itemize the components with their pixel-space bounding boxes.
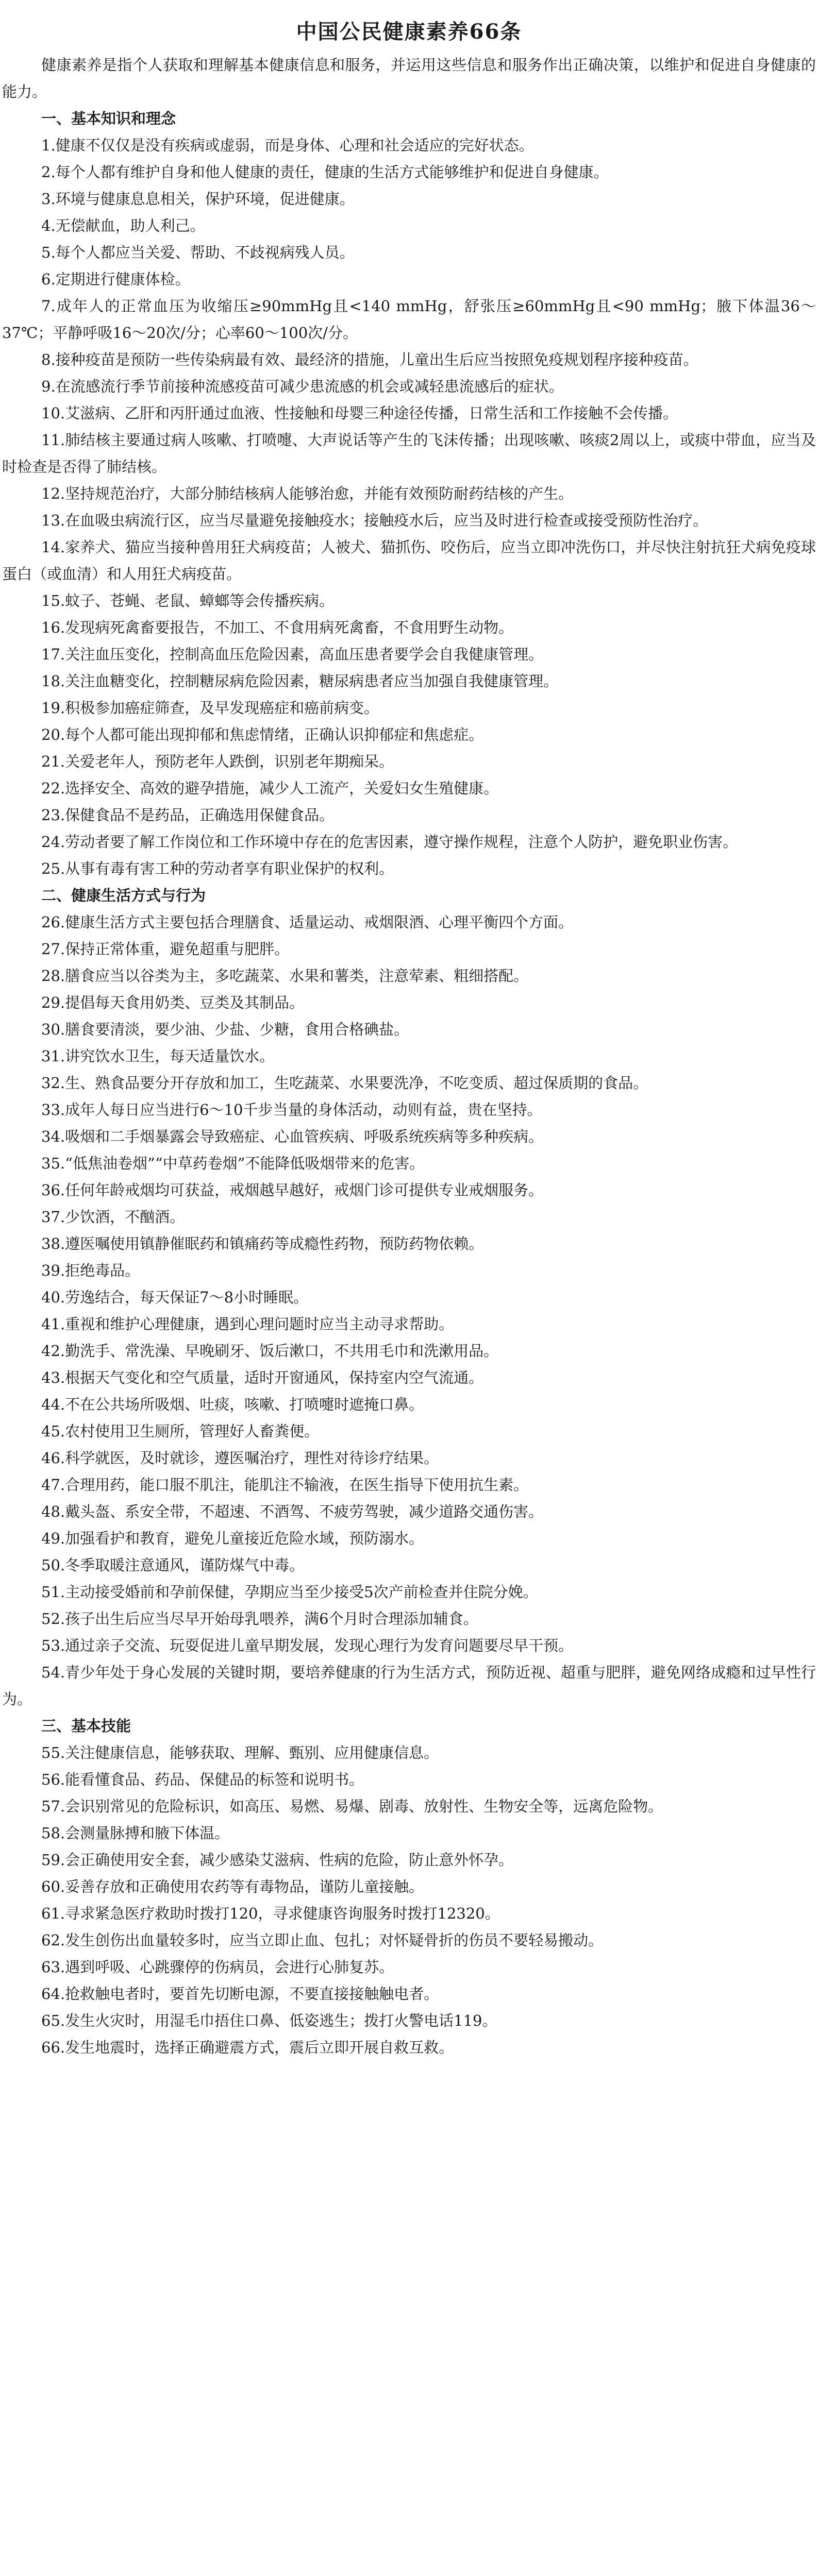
article-item: 30.膳食要清淡，要少油、少盐、少糖，食用合格碘盐。 [41,1021,409,1038]
article-item: 19.积极参加癌症筛查，及早发现癌症和癌前病变。 [41,699,379,717]
article-item: 43.根据天气变化和空气质量，适时开窗通风，保持室内空气流通。 [41,1369,484,1386]
article-item: 63.遇到呼吸、心跳骤停的伤病员，会进行心肺复苏。 [41,1958,394,1976]
article-item: 34.吸烟和二手烟暴露会导致癌症、心血管疾病、呼吸系统疾病等多种疾病。 [41,1128,544,1145]
article-item: 12.坚持规范治疗，大部分肺结核病人能够治愈，并能有效预防耐药结核的产生。 [41,485,574,502]
article-item: 14.家养犬、猫应当接种兽用狂犬病疫苗；人被犬、猫抓伤、咬伤后，应当立即冲洗伤口，并尽快注射抗狂犬病免疫球蛋白（或血清）和人用狂犬病疫苗。 [2,538,816,583]
article-item: 54.青少年处于身心发展的关键时期，要培养健康的行为生活方式，预防近视、超重与肥胖，避免网络成瘾和过早性行为。 [2,1664,816,1708]
article-item: 41.重视和维护心理健康，遇到心理问题时应当主动寻求帮助。 [41,1315,454,1333]
article-item: 56.能看懂食品、药品、保健品的标签和说明书。 [41,1771,364,1788]
article-item: 45.农村使用卫生厕所，管理好人畜粪便。 [41,1422,320,1440]
article-item: 35.“低焦油卷烟”“中草药卷烟”不能降低吸烟带来的危害。 [41,1155,425,1172]
article-item: 64.抢救触电者时，要首先切断电源，不要直接接触触电者。 [41,1985,439,2003]
article-item: 48.戴头盔、系安全带，不超速、不酒驾、不疲劳驾驶，减少道路交通伤害。 [41,1503,544,1520]
article-body [2,52,816,2061]
article-item: 65.发生火灾时，用湿毛巾捂住口鼻、低姿逃生；拨打火警电话119。 [41,2012,497,2029]
article-item: 17.关注血压变化，控制高血压危险因素，高血压患者要学会自我健康管理。 [41,646,544,663]
article-item: 8.接种疫苗是预防一些传染病最有效、最经济的措施，儿童出生后应当按照免疫规划程序接种疫苗。 [41,351,698,368]
article-item: 18.关注血糖变化，控制糖尿病危险因素，糖尿病患者应当加强自我健康管理。 [41,672,559,690]
article-item: 40.劳逸结合，每天保证7～8小时睡眠。 [41,1289,309,1306]
article-item: 22.选择安全、高效的避孕措施，减少人工流产，关爱妇女生殖健康。 [41,779,499,797]
article-item: 27.保持正常体重，避免超重与肥胖。 [41,940,290,958]
article-item: 20.每个人都可能出现抑郁和焦虑情绪，正确认识抑郁症和焦虑症。 [41,726,484,743]
article-item: 66.发生地震时，选择正确避震方式，震后立即开展自救互救。 [41,2039,454,2056]
article-item: 29.提倡每天食用奶类、豆类及其制品。 [41,994,305,1011]
article-item: 21.关爱老年人，预防老年人跌倒，识别老年期痴呆。 [41,753,394,770]
article-item: 57.会识别常见的危险标识，如高压、易燃、易爆、剧毒、放射性、生物安全等，远离危险物。 [41,1798,663,1815]
article-item: 3.环境与健康息息相关，保护环境，促进健康。 [41,190,355,208]
article-item: 11.肺结核主要通过病人咳嗽、打喷嚏、大声说话等产生的飞沫传播；出现咳嗽、咳痰2周以上，或痰中带血，应当及时检查是否得了肺结核。 [2,431,816,476]
article-item: 1.健康不仅仅是没有疾病或虚弱，而是身体、心理和社会适应的完好状态。 [41,137,534,154]
article-item: 49.加强看护和教育，避免儿童接近危险水域，预防溺水。 [41,1530,424,1547]
article-item: 6.定期进行健康体检。 [41,270,190,288]
article-item: 9.在流感流行季节前接种流感疫苗可减少患流感的机会或减轻患流感后的症状。 [41,378,564,395]
article-item: 16.发现病死禽畜要报告，不加工、不食用病死禽畜，不食用野生动物。 [41,619,514,636]
article-item: 4.无偿献血，助人利己。 [41,217,205,234]
article-item: 31.讲究饮水卫生，每天适量饮水。 [41,1047,275,1065]
article-item: 7.成年人的正常血压为收缩压≥90mmHg且<140 mmHg，舒张压≥60mmHg且<90 mmHg；腋下体温36～37℃；平静呼吸16～20次/分；心率60～100次/分。 [2,297,816,342]
article-item: 32.生、熟食品要分开存放和加工，生吃蔬菜、水果要洗净，不吃变质、超过保质期的食品。 [41,1074,648,1092]
article-item: 59.会正确使用安全套，减少感染艾滋病、性病的危险，防止意外怀孕。 [41,1851,514,1869]
article-item: 55.关注健康信息，能够获取、理解、甄别、应用健康信息。 [41,1744,439,1761]
article-item: 46.科学就医，及时就诊，遵医嘱治疗，理性对待诊疗结果。 [41,1449,439,1467]
article-item: 2.每个人都有维护自身和他人健康的责任，健康的生活方式能够维护和促进自身健康。 [41,163,609,181]
intro-paragraph: 健康素养是指个人获取和理解基本健康信息和服务，并运用这些信息和服务作出正确决策，以维护和促进自身健康的能力。 [2,56,816,100]
article-item: 50.冬季取暖注意通风，谨防煤气中毒。 [41,1556,305,1574]
section-heading: 二、健康生活方式与行为 [41,887,206,904]
article-item: 15.蚊子、苍蝇、老鼠、蟑螂等会传播疾病。 [41,592,335,609]
article-item: 39.拒绝毒品。 [41,1262,140,1279]
article-item: 47.合理用药，能口服不肌注，能肌注不输液，在医生指导下使用抗生素。 [41,1476,529,1494]
article-item: 24.劳动者要了解工作岗位和工作环境中存在的危害因素，遵守操作规程，注意个人防护，避免职业伤害。 [41,833,738,851]
article-item: 58.会测量脉搏和腋下体温。 [41,1824,230,1842]
article-item: 44.不在公共场所吸烟、吐痰，咳嗽、打喷嚏时遮掩口鼻。 [41,1396,424,1413]
article-item: 28.膳食应当以谷类为主，多吃蔬菜、水果和薯类，注意荤素、粗细搭配。 [41,967,529,985]
article-item: 26.健康生活方式主要包括合理膳食、适量运动、戒烟限酒、心理平衡四个方面。 [41,913,574,931]
article-item: 10.艾滋病、乙肝和丙肝通过血液、性接触和母婴三种途径传播，日常生活和工作接触不会传播。 [41,404,678,422]
article-item: 25.从事有毒有害工种的劳动者享有职业保护的权利。 [41,860,394,877]
article-item: 33.成年人每日应当进行6～10千步当量的身体活动，动则有益，贵在坚持。 [41,1101,542,1118]
article-item: 62.发生创伤出血量较多时，应当立即止血、包扎；对怀疑骨折的伤员不要轻易搬动。 [41,1931,604,1949]
article-item: 53.通过亲子交流、玩耍促进儿童早期发展，发现心理行为发育问题要尽早干预。 [41,1637,574,1654]
article-item: 42.勤洗手、常洗澡、早晚刷牙、饭后漱口，不共用毛巾和洗漱用品。 [41,1342,499,1360]
article-item: 38.遵医嘱使用镇静催眠药和镇痛药等成瘾性药物，预防药物依赖。 [41,1235,484,1252]
section-heading: 三、基本技能 [41,1717,131,1735]
article-item: 5.每个人都应当关爱、帮助、不歧视病残人员。 [41,244,355,261]
section-heading: 一、基本知识和理念 [41,110,176,127]
page-title: 中国公民健康素养66条 [296,20,522,44]
article-item: 51.主动接受婚前和孕前保健，孕期应当至少接受5次产前检查并住院分娩。 [41,1583,538,1601]
article-item: 60.妥善存放和正确使用农药等有毒物品，谨防儿童接触。 [41,1878,424,1895]
article-item: 37.少饮酒，不酗酒。 [41,1208,185,1226]
article-item: 36.任何年龄戒烟均可获益，戒烟越早越好，戒烟门诊可提供专业戒烟服务。 [41,1181,544,1199]
article-item: 61.寻求紧急医疗救助时拨打120，寻求健康咨询服务时拨打12320。 [41,1905,500,1922]
article-item: 23.保健食品不是药品，正确选用保健食品。 [41,806,335,824]
article-item: 52.孩子出生后应当尽早开始母乳喂养，满6个月时合理添加辅食。 [41,1610,478,1628]
article-item: 13.在血吸虫病流行区，应当尽量避免接触疫水；接触疫水后，应当及时进行检查或接受预防性治疗。 [41,512,708,529]
